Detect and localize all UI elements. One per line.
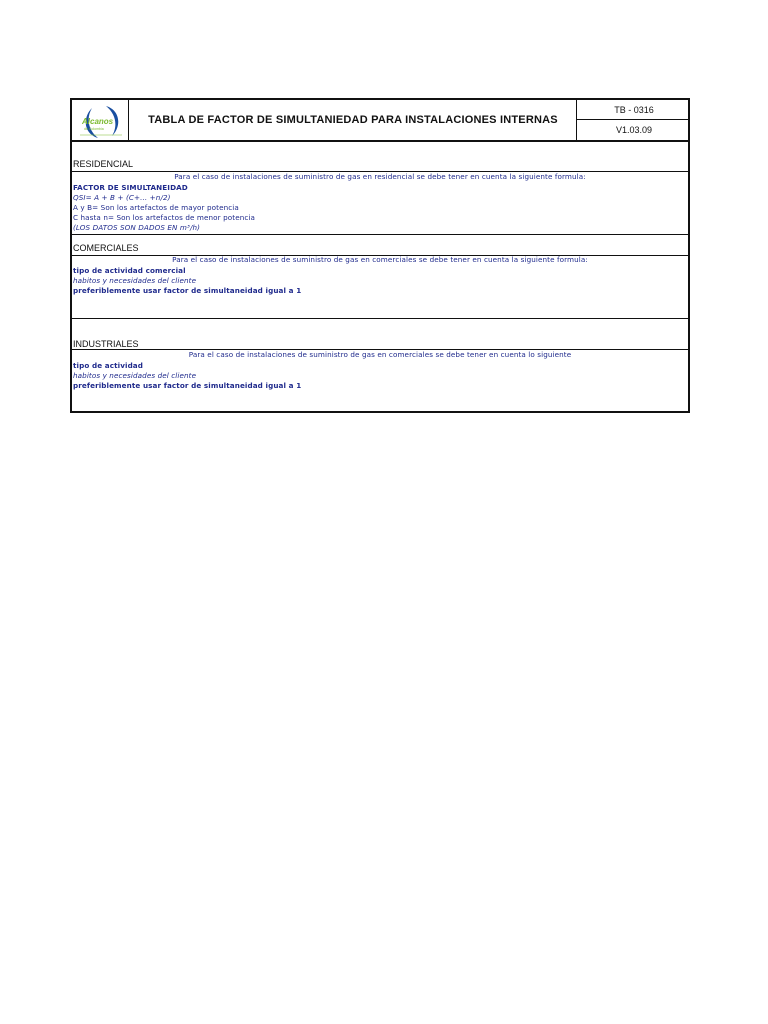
document-code: TB - 0316 xyxy=(614,104,654,115)
industriales-line-1: tipo de actividad xyxy=(73,361,144,370)
comerciales-intro: Para el caso de instalaciones de suministro de gas en comerciales se debe tener en cuenta la siguiente formula: xyxy=(172,255,588,264)
residencial-note: (LOS DATOS SON DADOS EN m³/h) xyxy=(73,223,201,232)
section-comerciales-label: COMERCIALES xyxy=(73,243,139,253)
document-sheet xyxy=(70,98,690,413)
industriales-line-3: preferiblemente usar factor de simultaneidad igual a 1 xyxy=(73,381,302,390)
document-title: TABLA DE FACTOR DE SIMULTANIEDAD PARA INSTALACIONES INTERNAS xyxy=(148,114,558,126)
section-industriales-label: INDUSTRIALES xyxy=(73,339,139,349)
comerciales-line-3: preferiblemente usar factor de simultaneidad igual a 1 xyxy=(73,286,302,295)
section-divider xyxy=(72,318,688,319)
section-residencial-label: RESIDENCIAL xyxy=(73,159,134,169)
residencial-line-c: C hasta n= Son los artefactos de menor potencia xyxy=(73,213,256,222)
header-bottom-border xyxy=(72,140,688,142)
comerciales-line-1: tipo de actividad comercial xyxy=(73,266,186,275)
svg-text:de Colombia: de Colombia xyxy=(84,127,104,131)
section-divider xyxy=(72,234,688,235)
residencial-formula: QSI= A + B + (C+... +n/2) xyxy=(73,193,171,202)
header-divider xyxy=(576,100,577,140)
industriales-line-2: habitos y necesidades del cliente xyxy=(73,371,197,380)
residencial-factor-label: FACTOR DE SIMULTANEIDAD xyxy=(73,183,188,192)
industriales-intro: Para el caso de instalaciones de suministro de gas en comerciales se debe tener en cuenta lo siguiente xyxy=(188,350,572,359)
comerciales-line-2: habitos y necesidades del cliente xyxy=(73,276,197,285)
header-divider xyxy=(128,100,129,140)
residencial-intro: Para el caso de instalaciones de suministro de gas en residencial se debe tener en cuenta la siguiente formula: xyxy=(174,172,586,181)
company-logo xyxy=(76,104,126,140)
document-version: V1.03.09 xyxy=(615,124,653,135)
svg-text:Alcanos: Alcanos xyxy=(82,117,114,126)
residencial-line-ab: A y B= Son los artefactos de mayor potencia xyxy=(73,203,239,212)
